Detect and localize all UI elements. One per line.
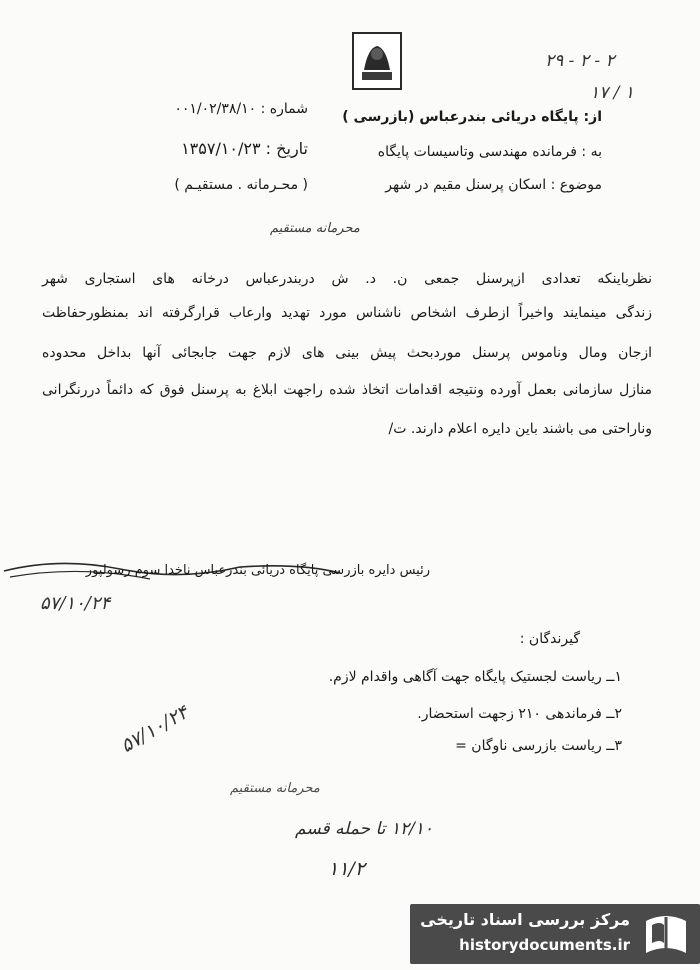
body-line-5: وناراحتی می باشند باین دایره اعلام دارند. ت/ [388, 421, 652, 437]
body-line-4: منازل سازمانی بعمل آورده ونتیجه اقدامات اتخاذ شده راجهت ابلاغ به پرسنل فوق که دائماً دررنگرانی [42, 382, 652, 398]
header-number: شماره : ۰۰۱/۰۲/۳۸/۱۰ [174, 101, 308, 117]
signature-title: رئیس دایره بازرسی پایگاه دریائی بندرعباس ناخدا سوم رسولپور [85, 563, 430, 578]
header-classification: ( محـرمانه . مستقیـم ) [174, 177, 308, 193]
recipient-item-1: ۱ــ ریاست لجستیک پایگاه جهت آگاهی واقدام لازم. [328, 669, 622, 685]
body-line-1: نظرباینکه تعدادی ازپرسنل جمعی ن. د. ش دربندرعباس درخانه های استجاری شهر [42, 271, 652, 287]
handwritten-bottom-note: ۱۲/۱۰ تا حمله قسم [295, 819, 434, 839]
header-to: به : فرمانده مهندسی وتاسیسات پایگاه [377, 144, 602, 160]
recipient-item-3: ۳ــ ریاست بازرسی ناوگان = [455, 738, 622, 754]
handwritten-stamp-note: محرمانه مستقیم [230, 781, 320, 796]
recipients-heading: گیرندگان : [519, 631, 580, 647]
handwritten-classification: محرمانه مستقیم [270, 221, 360, 236]
corner-mark-1: ۲۹ - ۲ - ۲ [545, 51, 615, 71]
footer-url: historydocuments.ir [459, 936, 630, 954]
body-line-3: ازجان ومال وناموس پرسنل موردبحث پیش بینی های لازم جهت جابجائی آنها بداخل محدوده [42, 345, 652, 361]
body-line-2: زندگی مینمایند واخیراً ازطرف اشخاص ناشناس مورد تهدید وارعاب قرارگرفته اند بمنظورحفاظت [42, 305, 652, 321]
header-subject: موضوع : اسکان پرسنل مقیم در شهر [385, 177, 602, 193]
footer-watermark [410, 904, 700, 964]
footer-org-name: مرکز بررسی اسناد تاریخی [420, 910, 630, 929]
emblem-icon [350, 30, 404, 92]
header-date: تاریخ : ۱۳۵۷/۱۰/۲۳ [181, 139, 308, 158]
handwritten-bottom-date: ۱۱/۲ [328, 858, 366, 880]
corner-mark-2: ۱۷ / ۱ [590, 83, 634, 103]
book-logo-icon [640, 909, 692, 959]
handwritten-left-note: ۵۷/۱۰/۲۴ [117, 701, 193, 758]
recipient-item-2: ۲ــ فرماندهی ۲۱۰ زجهت استحضار. [417, 706, 622, 722]
header-from: از: پایگاه دریائی بندرعباس (بازرسی ) [342, 109, 602, 125]
signature-date: ۵۷/۱۰/۲۴ [40, 593, 111, 614]
